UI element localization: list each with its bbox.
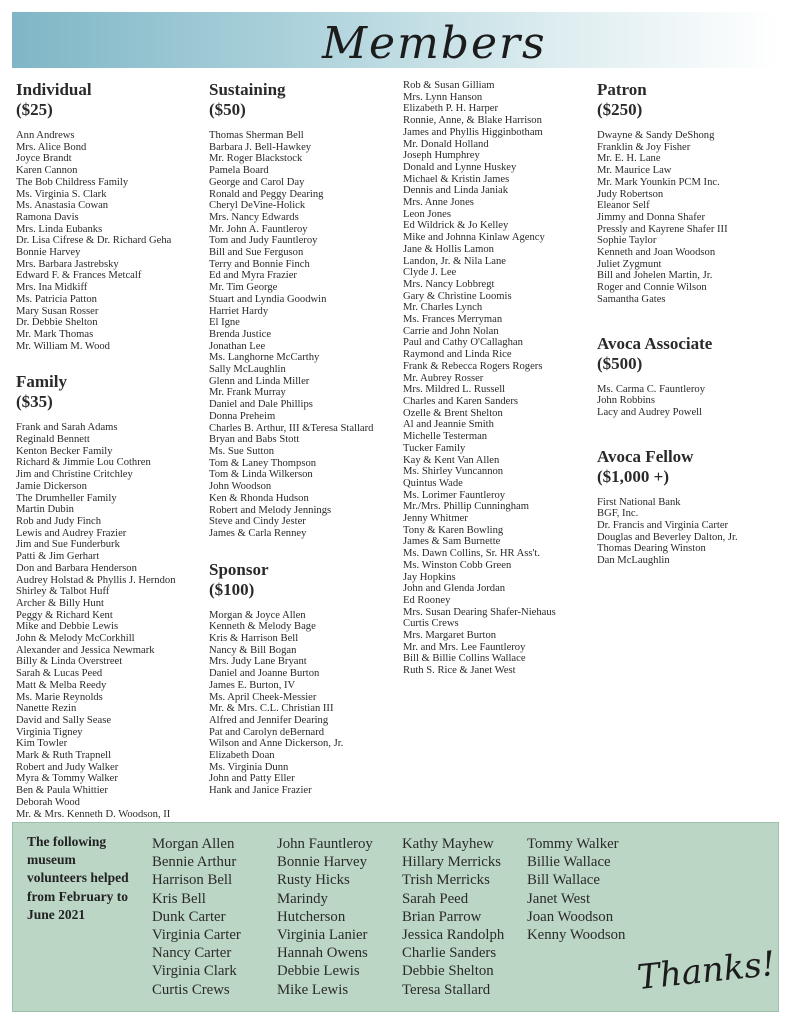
member-name: James and Phyllis Higginbotham: [403, 126, 543, 138]
member-name: Barbara J. Bell-Hawkey: [209, 141, 312, 153]
member-name: Thomas Dearing Winston: [597, 543, 706, 555]
member-name: James & Sam Burnette: [403, 536, 501, 548]
member-name: Jim and Sue Funderburk: [16, 539, 120, 551]
member-name: Archer & Billy Hunt: [16, 597, 104, 609]
volunteer-name: Nancy Carter: [152, 945, 232, 962]
member-name: Ed Wildrick & Jo Kelley: [403, 220, 509, 232]
volunteer-name: Rusty Hicks: [277, 872, 350, 889]
member-name: Michael & Kristin James: [403, 173, 510, 185]
member-name: Shirley & Talbot Huff: [16, 586, 110, 598]
member-name: Donald and Lynne Huskey: [403, 161, 517, 173]
member-name: Kenneth & Melody Bage: [209, 621, 316, 633]
member-name: Robert and Judy Walker: [16, 761, 119, 773]
volunteer-name: Virginia Carter: [152, 927, 241, 944]
member-name: Jane & Hollis Lamon: [403, 243, 494, 255]
member-name: Mr./Mrs. Phillip Cunningham: [403, 501, 529, 513]
member-name: Joseph Humphrey: [403, 150, 480, 162]
column-4: [597, 80, 787, 587]
member-name: Brenda Justice: [209, 328, 272, 340]
member-name: Kim Towler: [16, 738, 68, 750]
section-title: Individual: [16, 80, 92, 99]
volunteer-name: Marindy: [277, 890, 328, 907]
member-list: [597, 384, 787, 419]
section-amount: ($50): [209, 100, 246, 119]
member-name: Harriet Hardy: [209, 305, 269, 317]
volunteer-name: Joan Woodson: [527, 908, 614, 925]
section-title: Sponsor: [209, 559, 269, 579]
member-name: Lewis and Audrey Frazier: [16, 527, 127, 539]
volunteer-column: [527, 835, 625, 944]
section-family: [16, 372, 206, 820]
member-name: Juliet Zygmunt: [597, 258, 662, 270]
member-name: James E. Burton, IV: [209, 679, 296, 691]
member-name: Rob and Judy Finch: [16, 515, 102, 527]
member-name: The Drumheller Family: [16, 492, 117, 504]
member-name: Alexander and Jessica Newmark: [16, 644, 155, 656]
member-name: Mrs. Nancy Lobbregt: [403, 278, 495, 290]
member-name: Elizabeth P. H. Harper: [403, 103, 499, 115]
section-amount: ($500): [597, 353, 643, 373]
member-name: Alfred and Jennifer Dearing: [209, 714, 329, 726]
member-name: Ms. Sue Sutton: [209, 445, 275, 457]
member-name: El Igne: [209, 317, 240, 329]
member-name: Deborah Wood: [16, 796, 80, 808]
member-name: Pressly and Kayrene Shafer III: [597, 223, 728, 235]
member-name: Joyce Brandt: [16, 153, 72, 165]
member-name: Mrs. Nancy Edwards: [209, 211, 299, 223]
section-avoca-associate: [597, 334, 787, 419]
section-amount: ($250): [597, 100, 643, 119]
section-avoca-fellow: [597, 447, 787, 567]
member-name: Dr. Francis and Virginia Carter: [597, 520, 729, 532]
member-name: Mr. Tim George: [209, 282, 278, 294]
member-name: Ann Andrews: [16, 130, 75, 141]
member-name: Jamie Dickerson: [16, 480, 87, 492]
member-name: Nancy & Bill Bogan: [209, 644, 297, 656]
member-name: Audrey Holstad & Phyllis J. Herndon: [16, 574, 176, 586]
member-name: Mr. William M. Wood: [16, 340, 110, 352]
section-amount: ($25): [16, 100, 53, 119]
column-2: [209, 80, 399, 817]
volunteer-name: Kris Bell: [152, 890, 206, 907]
member-name: Carrie and John Nolan: [403, 325, 499, 337]
members-title: Members: [322, 18, 547, 69]
volunteer-name: Virginia Lanier: [277, 927, 368, 944]
volunteer-name: Debbie Shelton: [402, 963, 494, 980]
member-name: Charles B. Arthur, III &Teresa Stallard: [209, 422, 374, 434]
member-list: [16, 422, 206, 820]
member-list: [597, 130, 787, 306]
member-name: Rob & Susan Gilliam: [403, 80, 495, 91]
member-name: Ms. Virginia Dunn: [209, 761, 289, 773]
member-name: Mr. Roger Blackstock: [209, 153, 303, 165]
member-name: Mike and Debbie Lewis: [16, 621, 119, 633]
member-name: Bonnie Harvey: [16, 247, 81, 259]
member-name: Ms. Marie Reynolds: [16, 691, 103, 703]
member-name: Samantha Gates: [597, 293, 666, 305]
member-name: Mr. Mark Younkin PCM Inc.: [597, 176, 720, 188]
volunteer-name: Tommy Walker: [527, 836, 619, 852]
member-name: Robert and Melody Jennings: [209, 504, 332, 516]
member-name: Judy Robertson: [597, 188, 664, 200]
volunteer-name: Bennie Arthur: [152, 854, 237, 871]
member-name: Landon, Jr. & Nila Lane: [403, 255, 506, 267]
volunteer-name: Morgan Allen: [152, 836, 235, 852]
member-name: Ms. Patricia Patton: [16, 293, 97, 305]
column-1: [16, 80, 206, 840]
member-name: Don and Barbara Henderson: [16, 562, 137, 574]
section-title: Avoca Associate: [597, 333, 713, 353]
volunteers-box: [12, 822, 779, 1012]
volunteer-name: Virginia Clark: [152, 963, 237, 980]
member-name: Billy & Linda Overstreet: [16, 656, 123, 668]
section-amount: ($35): [16, 392, 53, 412]
member-name: Curtis Crews: [403, 618, 459, 630]
volunteers-intro: The following museum volunteers helped from February to June 2021: [27, 834, 129, 922]
member-name: Steve and Cindy Jester: [209, 516, 306, 528]
section-title: Family: [16, 372, 67, 392]
member-name: Ronnie, Anne, & Blake Harrison: [403, 115, 542, 127]
member-name: The Bob Childress Family: [16, 176, 129, 188]
member-name: Mrs. Barbara Jastrebsky: [16, 258, 119, 270]
member-name: Daniel and Dale Phillips: [209, 399, 313, 411]
member-name: Mrs. Linda Eubanks: [16, 223, 103, 235]
member-name: Cheryl DeVine-Holick: [209, 200, 306, 212]
member-name: Ken & Rhonda Hudson: [209, 492, 309, 504]
member-name: Mrs. Mildred L. Russell: [403, 384, 506, 396]
section-title: Sustaining: [209, 80, 286, 99]
member-name: Kenneth and Joan Woodson: [597, 247, 716, 259]
member-name: Myra & Tommy Walker: [16, 773, 118, 785]
member-name: Martin Dubin: [16, 504, 74, 516]
member-name: Jay Hopkins: [403, 571, 456, 583]
volunteer-name: Harrison Bell: [152, 872, 233, 889]
member-name: Ms. Shirley Vuncannon: [403, 466, 504, 478]
member-name: BGF, Inc.: [597, 508, 639, 520]
member-name: Ms. Virginia S. Clark: [16, 188, 107, 200]
volunteer-name: Kenny Woodson: [527, 927, 626, 944]
volunteer-name: Bonnie Harvey: [277, 854, 367, 871]
member-name: Patti & Jim Gerhart: [16, 551, 100, 563]
volunteer-name: Janet West: [527, 890, 591, 907]
member-name: Pamela Board: [209, 165, 269, 177]
member-name: Mr. & Mrs. Kenneth D. Woodson, II: [16, 808, 171, 820]
member-name: Ed Rooney: [403, 594, 451, 606]
member-name: Ed and Myra Frazier: [209, 270, 297, 282]
member-name: John and Patty Eller: [209, 773, 295, 785]
member-name: Dr. Debbie Shelton: [16, 317, 98, 329]
member-name: Kris & Harrison Bell: [209, 633, 299, 645]
volunteer-name: Curtis Crews: [152, 981, 230, 998]
member-name: Virginia Tigney: [16, 726, 83, 738]
member-name: Wilson and Anne Dickerson, Jr.: [209, 738, 344, 750]
member-name: Thomas Sherman Bell: [209, 130, 304, 141]
member-name: First National Bank: [597, 496, 681, 508]
member-name: Mr. and Mrs. Lee Fauntleroy: [403, 641, 526, 653]
member-name: Ms. Anastasia Cowan: [16, 200, 109, 212]
member-name: Frank and Sarah Adams: [16, 422, 118, 434]
member-name: Gary & Christine Loomis: [403, 290, 512, 302]
volunteer-name: Bill Wallace: [527, 872, 600, 889]
member-list: [403, 80, 593, 677]
member-name: Sarah & Lucas Peed: [16, 668, 103, 680]
member-name: Eleanor Self: [597, 200, 650, 212]
member-list: [16, 130, 206, 352]
member-name: Mr. Aubrey Rosser: [403, 372, 484, 384]
member-name: Al and Jeannie Smith: [403, 419, 494, 431]
member-name: Ms. Carma C. Fauntleroy: [597, 383, 705, 395]
member-name: Bill and Johelen Martin, Jr.: [597, 270, 713, 282]
member-name: Tony & Karen Bowling: [403, 524, 504, 536]
member-name: Frank & Rebecca Rogers Rogers: [403, 360, 543, 372]
member-name: Paul and Cathy O'Callaghan: [403, 337, 523, 349]
member-name: Ms. Lorimer Fauntleroy: [403, 489, 506, 501]
member-name: Mark & Ruth Trapnell: [16, 750, 112, 762]
volunteer-column: [277, 835, 373, 999]
member-name: Kay & Kent Van Allen: [403, 454, 500, 466]
volunteer-name: Charlie Sanders: [402, 945, 497, 962]
volunteer-column: [402, 835, 504, 999]
member-name: Ruth S. Rice & Janet West: [403, 665, 516, 677]
member-name: Mr. E. H. Lane: [597, 153, 661, 165]
member-name: Tom & Laney Thompson: [209, 457, 317, 469]
member-name: Dwayne & Sandy DeShong: [597, 130, 715, 141]
member-name: Ronald and Peggy Dearing: [209, 188, 324, 200]
member-name: Roger and Connie Wilson: [597, 282, 707, 294]
member-name: Peggy & Richard Kent: [16, 609, 113, 621]
member-name: Bryan and Babs Stott: [209, 434, 300, 446]
volunteer-name: Hannah Owens: [277, 945, 368, 962]
member-name: John Robbins: [597, 395, 655, 407]
thanks-signature: Thanks!: [635, 943, 778, 999]
member-name: Jonathan Lee: [209, 340, 266, 352]
member-name: Sally McLaughlin: [209, 364, 286, 376]
section-patron: [597, 80, 787, 306]
member-name: Tom and Judy Fauntleroy: [209, 235, 318, 247]
section-sponsor: [209, 560, 399, 797]
volunteer-name: Teresa Stallard: [402, 981, 491, 998]
volunteer-name: Hillary Merricks: [402, 854, 502, 871]
member-name: Ozelle & Brent Shelton: [403, 407, 503, 419]
member-name: Mrs. Lynn Hanson: [403, 91, 483, 103]
section-title: Patron: [597, 80, 647, 99]
volunteer-column: [152, 835, 241, 999]
member-name: Mrs. Anne Jones: [403, 197, 474, 209]
volunteer-name: Sarah Peed: [402, 890, 469, 907]
member-name: Daniel and Joanne Burton: [209, 668, 320, 680]
volunteer-name: John Fauntleroy: [277, 836, 373, 852]
volunteer-name: Trish Merricks: [402, 872, 490, 889]
member-list: [209, 130, 399, 540]
member-name: Mr. Maurice Law: [597, 165, 672, 177]
volunteer-name: Brian Parrow: [402, 908, 482, 925]
member-name: Morgan & Joyce Allen: [209, 609, 306, 621]
member-name: Ms. Winston Cobb Green: [403, 559, 512, 571]
member-name: Dennis and Linda Janiak: [403, 185, 509, 197]
section-amount: ($100): [209, 579, 255, 599]
member-name: Mrs. Susan Dearing Shafer-Niehaus: [403, 606, 556, 618]
member-name: Clyde J. Lee: [403, 267, 457, 279]
member-name: Lacy and Audrey Powell: [597, 406, 703, 418]
member-name: Mary Susan Rosser: [16, 305, 99, 317]
member-name: Kenton Becker Family: [16, 445, 113, 457]
member-name: Pat and Carolyn deBernard: [209, 726, 325, 738]
member-name: Charles and Karen Sanders: [403, 395, 519, 407]
member-name: Matt & Melba Reedy: [16, 679, 107, 691]
member-name: Tucker Family: [403, 442, 466, 454]
section-amount: ($1,000 +): [597, 466, 670, 486]
column-3: [403, 80, 593, 677]
volunteer-name: Dunk Carter: [152, 908, 226, 925]
member-name: Douglas and Beverley Dalton, Jr.: [597, 531, 738, 543]
member-list: [209, 610, 399, 797]
member-name: Mr. & Mrs. C.L. Christian III: [209, 703, 334, 715]
member-name: Ms. Dawn Collins, Sr. HR Ass't.: [403, 548, 541, 560]
member-name: Elizabeth Doan: [209, 750, 275, 762]
member-name: George and Carol Day: [209, 176, 305, 188]
volunteer-name: Mike Lewis: [277, 981, 349, 998]
member-name: Hank and Janice Frazier: [209, 785, 312, 797]
member-name: Mr. Mark Thomas: [16, 328, 94, 340]
member-name: Dan McLaughlin: [597, 555, 670, 567]
member-name: Mr. John A. Fauntleroy: [209, 223, 308, 235]
volunteer-name: Debbie Lewis: [277, 963, 360, 980]
volunteer-name: Hutcherson: [277, 908, 346, 925]
member-name: Leon Jones: [403, 208, 451, 220]
members-banner: [12, 12, 779, 68]
section-sustaining: [209, 80, 399, 540]
member-name: Bill & Billie Collins Wallace: [403, 653, 526, 665]
member-name: Ms. Langhorne McCarthy: [209, 352, 320, 364]
member-name: Sophie Taylor: [597, 235, 657, 247]
member-name: James & Carla Renney: [209, 527, 307, 539]
member-name: Ramona Davis: [16, 211, 79, 223]
volunteer-name: Billie Wallace: [527, 854, 611, 871]
member-list: [597, 497, 787, 567]
member-name: John Woodson: [209, 481, 272, 493]
member-name: Quintus Wade: [403, 477, 463, 489]
member-name: Karen Cannon: [16, 165, 78, 177]
member-name: Stuart and Lyndia Goodwin: [209, 293, 327, 305]
member-name: John & Melody McCorkhill: [16, 633, 135, 645]
member-name: Mrs. Margaret Burton: [403, 630, 497, 642]
member-name: Jim and Christine Critchley: [16, 469, 133, 481]
member-name: Franklin & Joy Fisher: [597, 141, 691, 153]
member-name: Mrs. Judy Lane Bryant: [209, 656, 307, 668]
volunteer-name: Jessica Randolph: [402, 927, 505, 944]
member-name: Ben & Paula Whittier: [16, 785, 108, 797]
member-name: Mr. Frank Murray: [209, 387, 286, 399]
member-name: Terry and Bonnie Finch: [209, 258, 310, 270]
member-name: Mike and Johnna Kinlaw Agency: [403, 232, 545, 244]
member-name: Mrs. Alice Bond: [16, 141, 87, 153]
member-name: Reginald Bennett: [16, 434, 90, 446]
member-name: Raymond and Linda Rice: [403, 349, 512, 361]
member-name: Michelle Testerman: [403, 431, 488, 443]
section-individual: [16, 80, 206, 352]
member-name: Bill and Sue Ferguson: [209, 247, 304, 259]
member-name: John and Glenda Jordan: [403, 583, 506, 595]
member-name: Edward F. & Frances Metcalf: [16, 270, 142, 282]
member-name: Donna Preheim: [209, 410, 276, 422]
member-name: Jimmy and Donna Shafer: [597, 211, 705, 223]
volunteer-name: Kathy Mayhew: [402, 836, 494, 852]
member-name: David and Sally Sease: [16, 714, 112, 726]
member-name: Ms. April Cheek-Messier: [209, 691, 317, 703]
member-name: Tom & Linda Wilkerson: [209, 469, 313, 481]
section-title: Avoca Fellow: [597, 446, 694, 466]
member-name: Mr. Charles Lynch: [403, 302, 483, 314]
member-name: Dr. Lisa Cifrese & Dr. Richard Geha: [16, 235, 172, 247]
member-name: Glenn and Linda Miller: [209, 375, 310, 387]
member-name: Nanette Rezin: [16, 703, 77, 715]
member-name: Mr. Donald Holland: [403, 138, 489, 150]
member-name: Ms. Frances Merryman: [403, 314, 503, 326]
member-name: Jenny Whitmer: [403, 513, 468, 525]
member-name: Mrs. Ina Midkiff: [16, 282, 88, 294]
member-name: Richard & Jimmie Lou Cothren: [16, 457, 151, 469]
